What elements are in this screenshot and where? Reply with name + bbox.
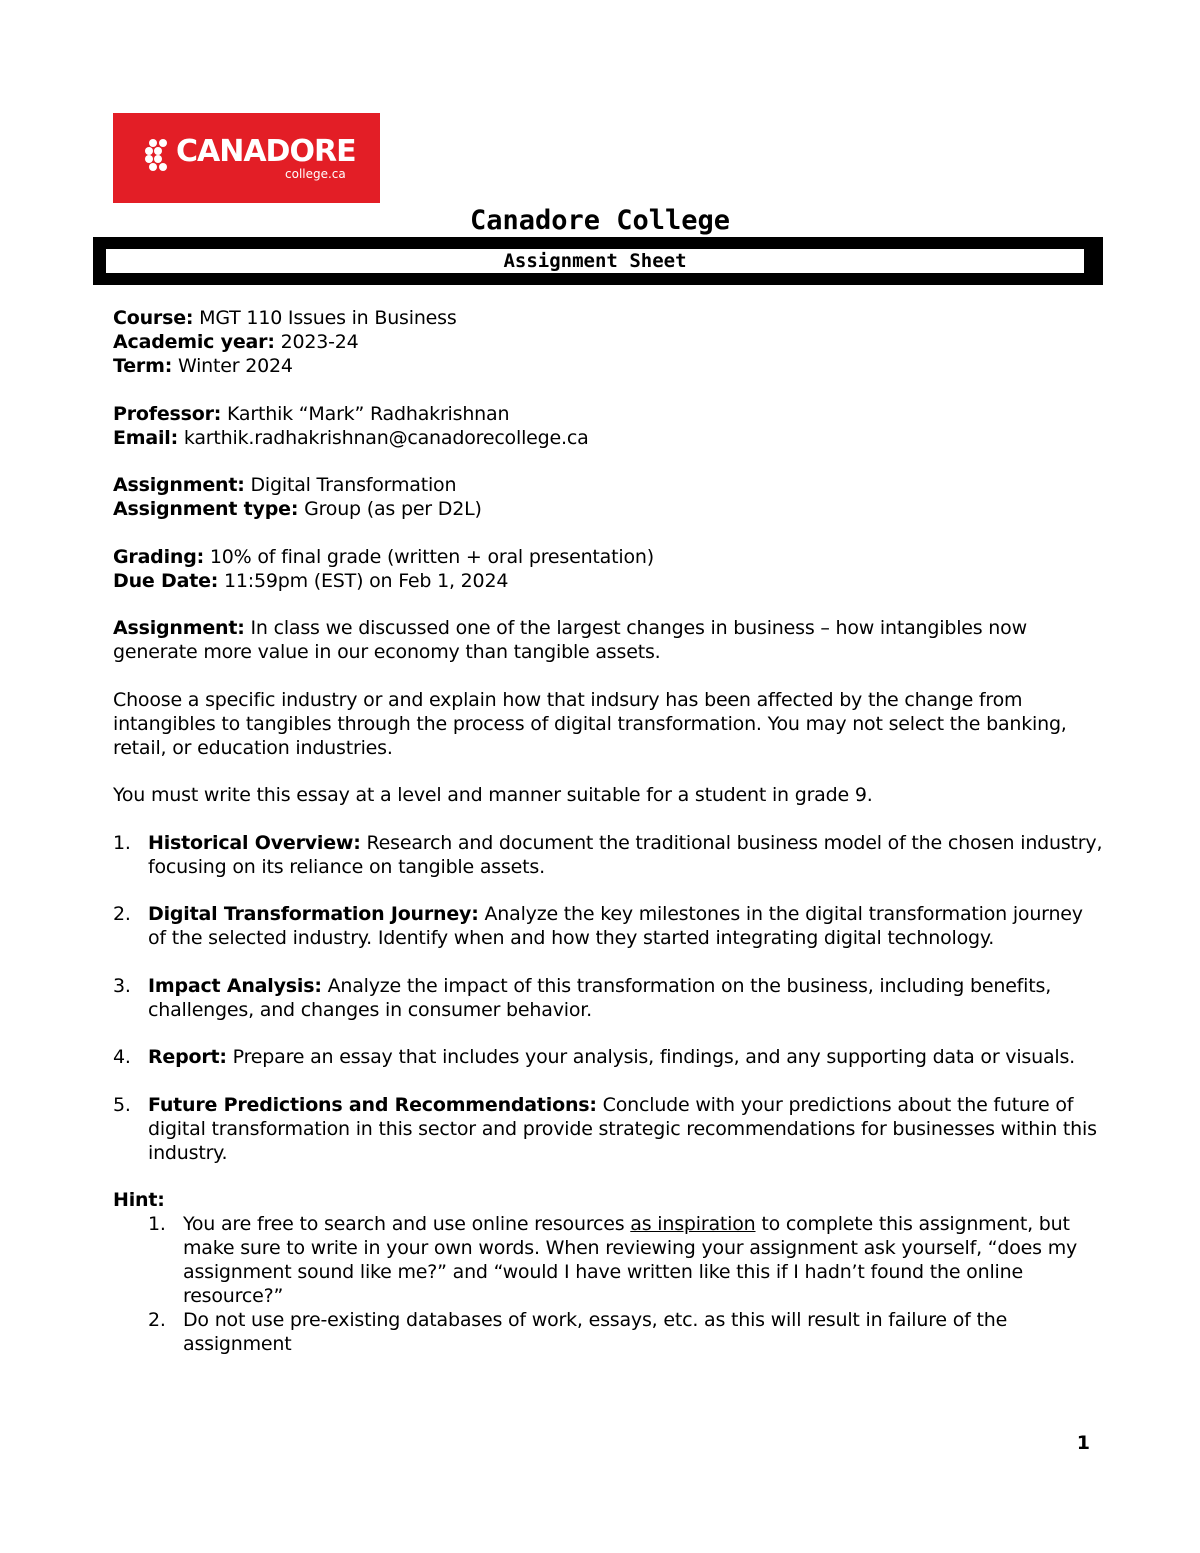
grading-label: Grading: <box>113 545 205 568</box>
list-item-number: 5. <box>113 1093 131 1116</box>
document-body <box>113 306 1103 1356</box>
page-title: Canadore College <box>469 205 731 236</box>
grading-line <box>113 545 1103 569</box>
assignment-intro <box>113 616 1103 664</box>
page-number: 1 <box>1076 1432 1090 1454</box>
due-date-label: Due Date: <box>113 569 219 592</box>
professor-label: Professor: <box>113 402 222 425</box>
assignment-sheet-label: Assignment Sheet <box>106 249 1084 273</box>
term-label: Term: <box>113 355 173 377</box>
list-item-text: Research and document the traditional business model of the chosen industry, focusing on its reliance on tangible assets. <box>148 831 1103 878</box>
list-item-label: Impact Analysis: <box>148 974 322 997</box>
list-item-label: Report: <box>148 1046 227 1068</box>
email-line <box>113 426 1103 450</box>
academic-year-label: Academic year: <box>113 331 275 353</box>
list-item-number: 2. <box>113 903 131 925</box>
list-item-number: 1. <box>113 831 131 854</box>
canadore-logo <box>113 113 380 203</box>
academic-year-value: 2023-24 <box>280 331 359 353</box>
assignment-sheet-banner <box>93 237 1103 285</box>
email-label: Email: <box>113 426 179 449</box>
logo-wordmark: CANADORE <box>176 134 356 169</box>
hint-item-text: Do not use pre-existing databases of work, essays, etc. as this will result in failure of the assignment <box>183 1309 1008 1355</box>
list-item-label: Historical Overview: <box>148 831 361 854</box>
hint-item <box>113 1212 1103 1308</box>
hint-item <box>113 1308 1103 1356</box>
list-item-text: Prepare an essay that includes your analysis, findings, and any supporting data or visuals. <box>232 1046 1076 1068</box>
assignment-intro-text: In class we discussed one of the largest changes in business – how intangibles now generate more value in our economy than tangible assets. <box>113 617 1027 663</box>
list-item-number: 4. <box>113 1046 131 1068</box>
assignment-line <box>113 473 1103 497</box>
hint-item-text-after: to complete this assignment, but make sure to write in your own words. When reviewing your assignment ask yourself, “does my assignment sound like me?” and “would I have written like this if I hadn’t found the online resource?” <box>183 1213 1078 1307</box>
canadore-logo-mark-icon <box>145 138 175 172</box>
choose-industry-paragraph: Choose a specific industry or and explain how that indsury has been affected by the change from intangibles to tangibles through the process of digital transformation. You may not select the banking, retail, or education industries. <box>113 688 1067 759</box>
assignment-value: Digital Transformation <box>250 474 457 496</box>
assignment-type-label: Assignment type: <box>113 498 299 520</box>
due-date-value: 11:59pm (EST) on Feb 1, 2024 <box>224 569 509 592</box>
hint-underlined-text: as inspiration <box>630 1213 756 1235</box>
assignment-type-value: Group (as per D2L) <box>304 498 482 520</box>
hint-label: Hint: <box>113 1189 165 1211</box>
list-item-text: Analyze the impact of this transformation on the business, including benefits, challenges, and changes in consumer behavior. <box>148 974 1052 1021</box>
assignment-intro-label: Assignment: <box>113 617 245 639</box>
grading-value: 10% of final grade (written + oral presentation) <box>209 545 654 568</box>
course-line <box>113 306 1103 330</box>
course-label: Course: <box>113 307 194 329</box>
hint-heading <box>113 1188 1103 1212</box>
list-item <box>113 902 1103 950</box>
list-item <box>113 1045 1103 1069</box>
list-item-number: 3. <box>113 974 131 997</box>
list-item <box>113 1093 1103 1165</box>
course-value: MGT 110 Issues in Business <box>199 307 457 329</box>
list-item <box>113 974 1103 1022</box>
grade-level-paragraph: You must write this essay at a level and manner suitable for a student in grade 9. <box>113 784 873 806</box>
list-item-text: Conclude with your predictions about the future of digital transformation in this sector and provide strategic recommendations for businesses within this industry. <box>148 1093 1097 1164</box>
list-item-text: Analyze the key milestones in the digital transformation journey of the selected industry. Identify when and how they started integrating digital technology. <box>148 903 1083 949</box>
academic-year-line <box>113 330 1103 354</box>
hint-item-number: 2. <box>148 1309 166 1331</box>
due-date-line <box>113 569 1103 593</box>
hint-item-number: 1. <box>148 1213 166 1235</box>
professor-value: Karthik “Mark” Radhakrishnan <box>227 402 510 425</box>
list-item-label: Future Predictions and Recommendations: <box>148 1093 597 1116</box>
logo-subtext: college.ca <box>285 167 346 181</box>
email-value: karthik.radhakrishnan@canadorecollege.ca <box>183 426 589 449</box>
term-value: Winter 2024 <box>177 355 293 377</box>
assignment-label: Assignment: <box>113 474 245 496</box>
list-item <box>113 831 1103 879</box>
term-line <box>113 354 1103 378</box>
professor-line <box>113 402 1103 426</box>
assignment-type-line <box>113 497 1103 521</box>
list-item-label: Digital Transformation Journey: <box>148 903 479 925</box>
hint-item-text-before: You are free to search and use online resources <box>183 1213 625 1235</box>
